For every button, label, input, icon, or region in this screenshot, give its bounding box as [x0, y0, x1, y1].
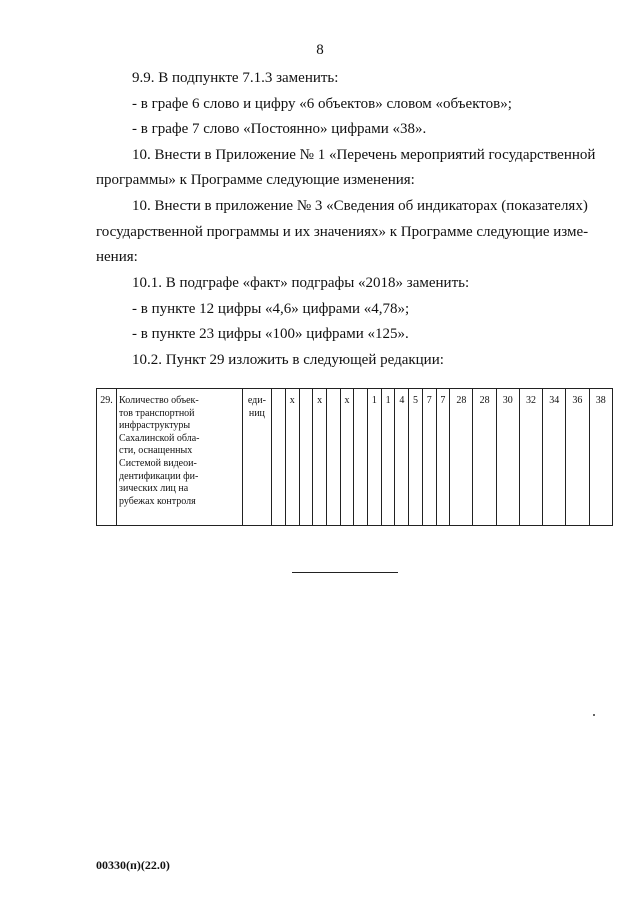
name-line: сти, оснащенных: [119, 445, 193, 457]
value-cell: [354, 389, 368, 526]
table-row: [97, 389, 613, 526]
name-line: Системой видеои-: [119, 457, 197, 469]
unit-cell: [242, 389, 272, 526]
name-line: дентификации фи-: [119, 470, 199, 482]
indicator-name-cell: [117, 389, 243, 526]
value-cell: [272, 389, 286, 526]
value-cell: 4: [395, 389, 409, 526]
value-cell: 7: [422, 389, 436, 526]
value-cell: x: [340, 389, 354, 526]
text-line-4: 10. Внести в Приложение № 1 «Перечень мероприятий государственной: [132, 147, 596, 163]
name-line: тов транспортной: [119, 407, 195, 419]
scan-speck: [593, 714, 595, 716]
name-line: Сахалинской обла-: [119, 432, 200, 444]
indicator-table: [96, 388, 613, 526]
value-cell: 32: [519, 389, 542, 526]
value-cell: 36: [566, 389, 589, 526]
text-line-12: 10.2. Пункт 29 изложить в следующей редакции:: [132, 352, 444, 368]
text-line-8: нения:: [96, 249, 138, 265]
page-number: 8: [316, 42, 324, 58]
text-line-10: - в пункте 12 цифры «4,6» цифрами «4,78»;: [132, 301, 410, 317]
value-cell: 5: [409, 389, 423, 526]
name-line: зических лиц на: [119, 483, 189, 495]
text-line-1: 9.9. В подпункте 7.1.3 заменить:: [132, 70, 339, 86]
value-cell: 1: [368, 389, 382, 526]
value-cell: 28: [450, 389, 473, 526]
name-line: Количество объек-: [119, 395, 199, 406]
document-code: 00330(п)(22.0): [96, 858, 170, 872]
value-cell: x: [285, 389, 299, 526]
text-line-2: - в графе 6 слово и цифру «6 объектов» словом «объектов»;: [132, 96, 512, 112]
value-cell: 38: [589, 389, 613, 526]
value-cell: [299, 389, 313, 526]
name-line: инфраструктуры: [119, 420, 191, 432]
name-line: рубежах контроля: [119, 495, 196, 507]
text-line-5: программы» к Программе следующие изменения:: [96, 172, 415, 188]
unit-line: еди-: [247, 395, 266, 406]
value-cell: 1: [381, 389, 395, 526]
separator-line: [292, 572, 398, 573]
text-line-11: - в пункте 23 цифры «100» цифрами «125».: [132, 326, 409, 342]
text-line-6: 10. Внести в приложение № 3 «Сведения об индикаторах (показателях): [132, 198, 588, 214]
value-cell: 34: [543, 389, 566, 526]
value-cell: 7: [436, 389, 450, 526]
value-cell: 30: [496, 389, 519, 526]
value-cell: x: [313, 389, 327, 526]
text-line-3: - в графе 7 слово «Постоянно» цифрами «38».: [132, 121, 427, 137]
unit-line: ниц: [248, 407, 265, 419]
text-line-7: государственной программы и их значениях» к Программе следующие изме-: [96, 224, 589, 240]
row-number-cell: 29.: [97, 389, 117, 526]
value-cell: [326, 389, 340, 526]
value-cell: 28: [473, 389, 496, 526]
text-line-9: 10.1. В подграфе «факт» подграфы «2018» заменить:: [132, 275, 470, 291]
